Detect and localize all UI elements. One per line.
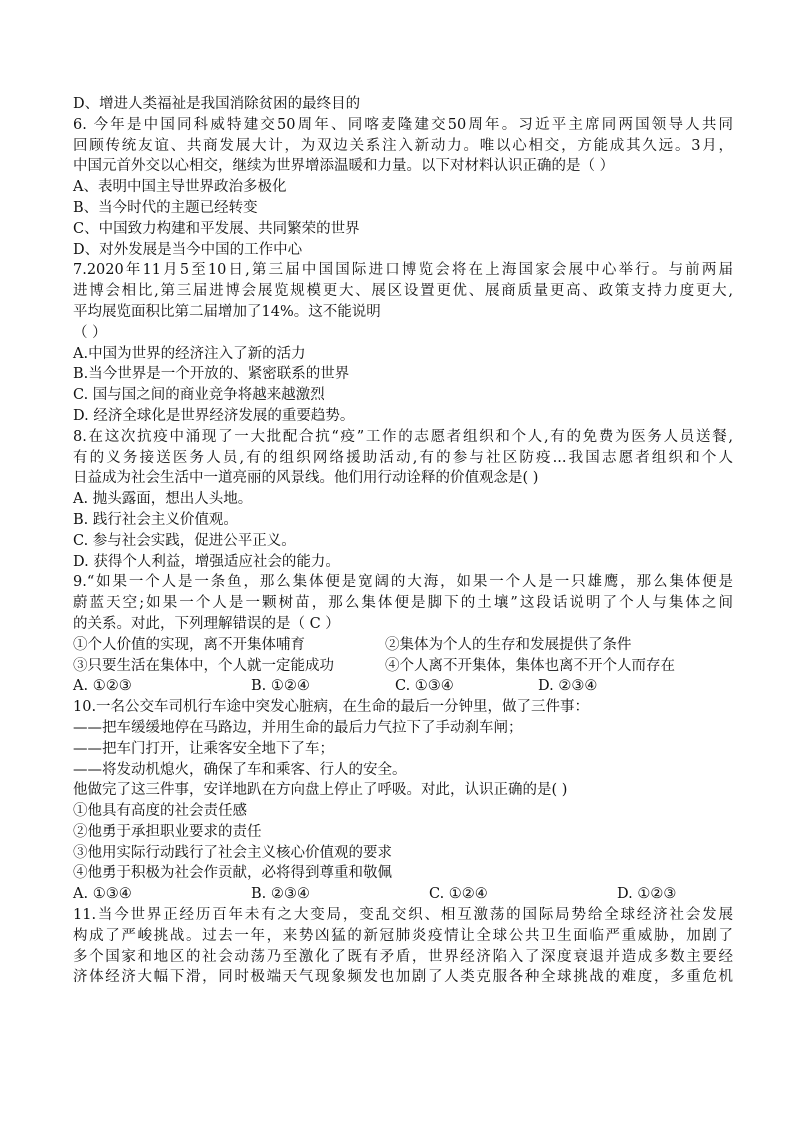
q10-stem-line: 他做完了这三件事，安详地趴在方向盘上停止了呼吸。对此，认识正确的是( ): [73, 782, 568, 799]
q10-option-b: B. ②③④: [251, 886, 310, 903]
q7-option-d: D. 经济全球化是世界经济发展的重要趋势。: [73, 407, 355, 424]
q6-option-a: A、表明中国主导世界政治多极化: [73, 179, 287, 196]
q8-stem-line: 8.在这次抗疫中涌现了一大批配合抗“疫”工作的志愿者组织和个人,有的免费为医务人员送餐,: [73, 428, 733, 445]
q10-statement-3: ③他用实际行动践行了社会主义核心价值观的要求: [73, 844, 392, 861]
q7-answer-blank: （ ）: [73, 324, 107, 341]
q9-statement-3: ③只要生活在集体中，个人就一定能成功: [73, 657, 334, 674]
q8-stem-line: 有的义务接送医务人员,有的组织网络援助活动,有的参与社区防疫...我国志愿者组织和个人: [73, 449, 733, 466]
q11-stem-line: 构成了严峻挑战。过去一年，来势凶猛的新冠肺炎疫情让全球公共卫生面临严重威胁，加剧了: [73, 927, 733, 944]
q7-option-b: B.当今世界是一个开放的、紧密联系的世界: [73, 366, 350, 383]
q10-statement-1: ①他具有高度的社会责任感: [73, 803, 247, 820]
q10-statement-2: ②他勇于承担职业要求的责任: [73, 823, 262, 840]
q9-option-c: C. ①③④: [395, 678, 454, 695]
q11-stem-line: 济体经济大幅下滑，同时极端天气现象频发也加剧了人类克服各种全球挑战的难度，多重危机: [73, 969, 733, 986]
q9-statement-1: ①个人价值的实现，离不开集体哺育: [73, 636, 305, 653]
q11-stem-line: 11.当今世界正经历百年未有之大变局，变乱交织、相互激荡的国际局势给全球经济社会发展: [73, 907, 733, 924]
q9-options-row: [73, 676, 733, 697]
q9-stem-line: 蔚蓝天空;如果一个人是一颗树苗，那么集体便是脚下的土壤”这段话说明了个人与集体之间: [73, 595, 733, 612]
q7-stem-line: 7.2020年11月5至10日,第三届中国国际进口博览会将在上海国家会展中心举行。与前两届: [73, 262, 733, 279]
q10-statement-4: ④他勇于积极为社会作贡献，必将得到尊重和敬佩: [73, 865, 392, 882]
q10-option-c: C. ①②④: [429, 886, 488, 903]
q7-option-c: C. 国与国之间的商业竞争将越来越激烈: [73, 387, 325, 404]
q9-stem-line: 9.“如果一个人是一条鱼，那么集体便是宽阔的大海，如果一个人是一只雄鹰，那么集体便是: [73, 574, 733, 591]
q9-statement-row: [73, 656, 733, 677]
q9-stem-line: 的关系。对此，下列理解错误的是（ C ）: [73, 615, 340, 632]
q10-stem-line: ——把车缓缓地停在马路边，并用生命的最后力气拉下了手动刹车闸；: [73, 719, 523, 736]
q9-statement-row: [73, 635, 733, 656]
q8-option-d: D. 获得个人利益，增强适应社会的能力。: [73, 553, 340, 570]
q11-stem-line: 多个国家和地区的社会动荡乃至激化了既有矛盾，世界经济陷入了深度衰退并造成多数主要经: [73, 948, 733, 965]
q8-option-a: A. 抛头露面，想出人头地。: [73, 491, 253, 508]
q7-stem-line: 进博会相比,第三届进博会展览规模更大、展区设置更优、展商质量更高、政策支持力度更大,: [73, 283, 733, 300]
q6-option-b: B、当今时代的主题已经转变: [73, 199, 258, 216]
q5-option-d: D、增进人类福祉是我国消除贫困的最终目的: [73, 96, 361, 112]
q8-stem-line: 日益成为社会生活中一道亮丽的风景线。他们用行动诠释的价值观念是( ): [73, 470, 539, 487]
q10-options-row: [73, 884, 733, 905]
q9-statement-4: ④个人离不开集体，集体也离不开个人而存在: [385, 657, 675, 674]
q6-option-d: D、对外发展是当今中国的工作中心: [73, 241, 303, 258]
q9-option-d: D. ②③④: [538, 678, 598, 695]
q9-statement-2: ②集体为个人的生存和发展提供了条件: [385, 636, 632, 653]
q10-stem-line: ——把车门打开，让乘客安全地下了车；: [73, 740, 334, 757]
q10-option-d: D. ①②③: [617, 886, 677, 903]
q10-option-a: A. ①③④: [73, 886, 132, 903]
q8-option-b: B. 践行社会主义价值观。: [73, 511, 238, 528]
q7-option-a: A.中国为世界的经济注入了新的活力: [73, 345, 306, 362]
question-content: [73, 94, 733, 988]
q10-stem-line: 10.一名公交车司机行车途中突发心脏病，在生命的最后一分钟里，做了三件事：: [73, 699, 590, 716]
q6-stem-line: 回顾传统友谊、共商发展大计，为双边关系注入新动力。唯以心相交，方能成其久远。3月，: [73, 137, 733, 154]
q6-stem-line: 6. 今年是中国同科威特建交50周年、同喀麦隆建交50周年。习近平主席同两国领导人共同: [73, 116, 733, 133]
q8-option-c: C. 参与社会实践，促进公平正义。: [73, 532, 296, 549]
q9-option-b: B. ①②④: [251, 678, 310, 695]
q10-stem-line: ——将发动机熄火，确保了车和乘客、行人的安全。: [73, 761, 407, 778]
q9-option-a: A. ①②③: [73, 678, 132, 695]
q6-option-c: C、中国致力构建和平发展、共同繁荣的世界: [73, 220, 360, 237]
q7-stem-line: 平均展览面积比第二届增加了14%。这不能说明: [73, 303, 381, 320]
q6-stem-line: 中国元首外交以心相交，继续为世界增添温暖和力量。以下对材料认识正确的是（ ）: [73, 158, 615, 175]
